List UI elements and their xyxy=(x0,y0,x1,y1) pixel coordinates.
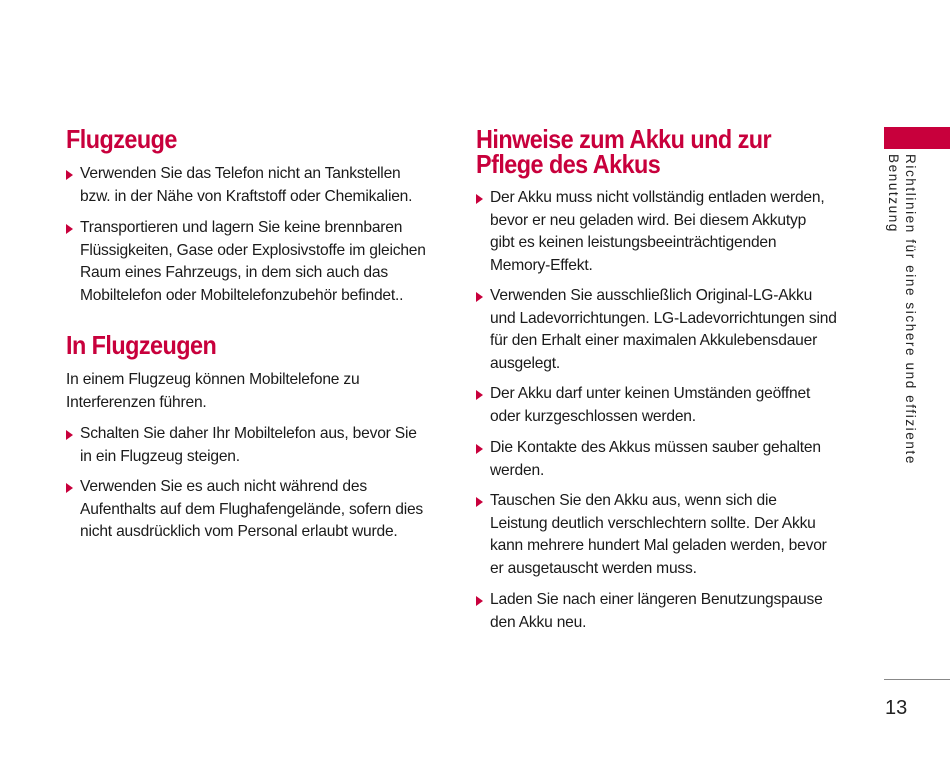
bullet-item: Verwenden Sie es auch nicht während des Aufenthalts auf dem Flughafengelände, sofern dies nicht ausdrücklich vom Personal erlaubt wurde. xyxy=(66,476,423,544)
bullet-arrow-icon xyxy=(476,444,483,454)
heading-in-flugzeugen: In Flugzeugen xyxy=(66,330,217,360)
bullet-item: Laden Sie nach einer längeren Benutzungspause den Akku neu. xyxy=(476,589,823,634)
bullet-arrow-icon xyxy=(66,170,73,180)
bullet-arrow-icon xyxy=(66,430,73,440)
bullet-item: Transportieren und lagern Sie keine brennbaren Flüssigkeiten, Gase oder Explosivstoffe im gleichen Raum eines Fahrzeugs, in dem sich auch das Mobiltelefon oder Mobiltelefonzubehör befindet.. xyxy=(66,217,426,307)
bullet-item: Verwenden Sie das Telefon nicht an Tankstellen bzw. in der Nähe von Kraftstoff oder Chemikalien. xyxy=(66,163,412,208)
page-number-divider xyxy=(884,679,950,680)
bullet-item: Die Kontakte des Akkus müssen sauber gehalten werden. xyxy=(476,437,821,482)
bullet-item: Verwenden Sie ausschließlich Original-LG-Akku und Ladevorrichtungen. LG-Ladevorrichtungen sind für den Erhalt einer maximalen Akkulebensdauer ausgelegt. xyxy=(476,285,837,375)
bullet-item: Der Akku muss nicht vollständig entladen werden, bevor er neu geladen wird. Bei diesem Akkutyp gibt es keinen leistungsbeeinträchtigenden Memory-Effekt. xyxy=(476,187,825,277)
bullet-arrow-icon xyxy=(476,194,483,204)
heading-flugzeuge: Flugzeuge xyxy=(66,124,177,154)
bullet-item: Schalten Sie daher Ihr Mobiltelefon aus, bevor Sie in ein Flugzeug steigen. xyxy=(66,423,417,468)
bullet-item: Der Akku darf unter keinen Umständen geöffnet oder kurzgeschlossen werden. xyxy=(476,383,810,428)
side-chapter-title: Richtlinien für eine sichere und effiziente Benutzung xyxy=(886,154,918,465)
heading-akku: Hinweise zum Akku und zur Pflege des Akkus xyxy=(476,124,772,179)
bullet-arrow-icon xyxy=(66,483,73,493)
bullet-arrow-icon xyxy=(476,390,483,400)
intro-paragraph: In einem Flugzeug können Mobiltelefone zu Interferenzen führen. xyxy=(66,371,360,411)
bullet-arrow-icon xyxy=(476,596,483,606)
bullet-item: Tauschen Sie den Akku aus, wenn sich die Leistung deutlich verschlechtern sollte. Der Akku kann mehrere hundert Mal geladen werden, bevor er ausgetauscht werden muss. xyxy=(476,490,827,580)
bullet-arrow-icon xyxy=(476,292,483,302)
bullet-arrow-icon xyxy=(476,497,483,507)
side-tab-bar xyxy=(884,127,950,149)
bullet-arrow-icon xyxy=(66,224,73,234)
page-number: 13 xyxy=(885,697,908,719)
